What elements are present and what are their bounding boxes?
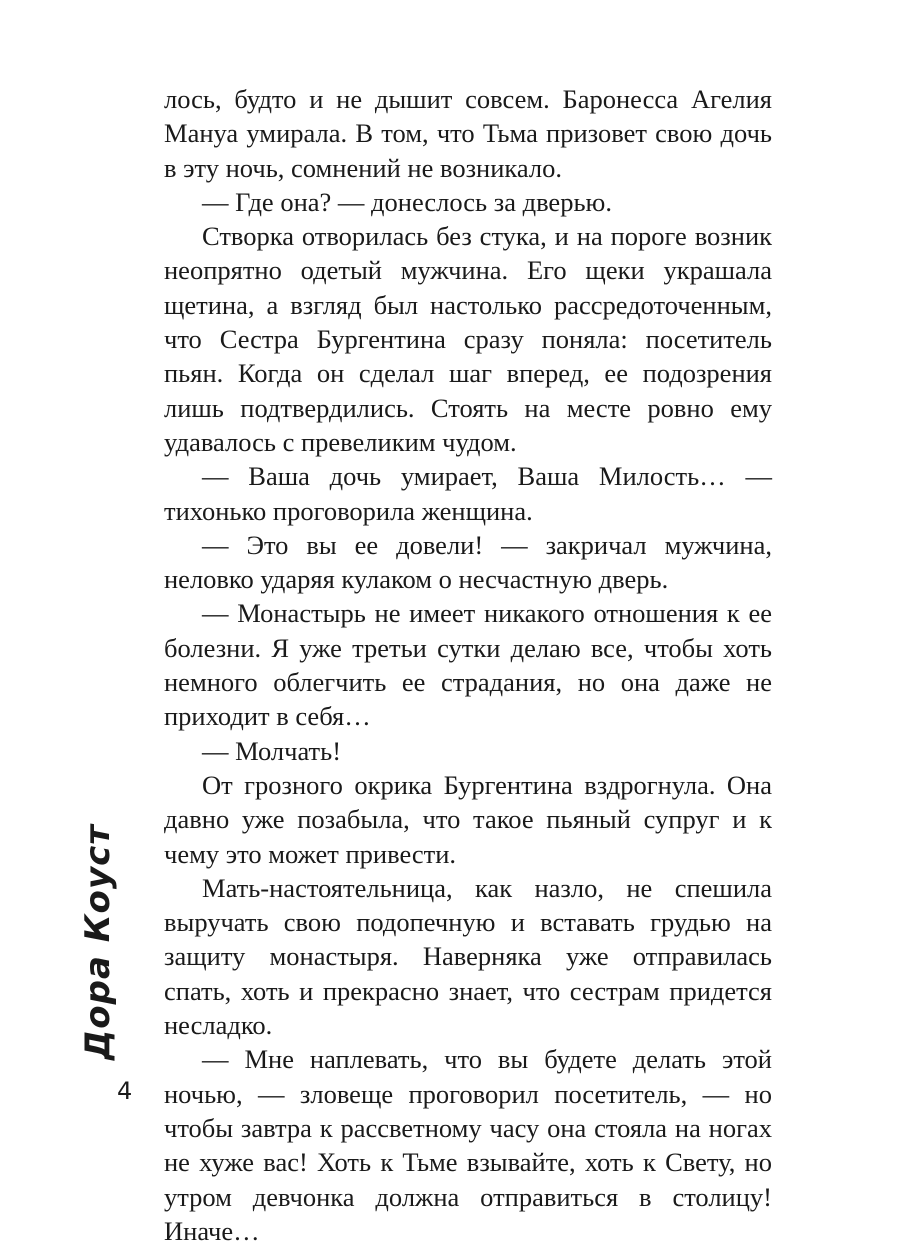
paragraph: — Мне наплевать, что вы будете делать этой ночью, — зловеще проговорил посетитель, — но чтобы завтра к рассветному часу она стояла на ногах не хуже вас! Хоть к Тьме взывайте, хоть к Свету, но утром девчонка должна отправиться в столицу! Иначе…: [164, 1044, 772, 1246]
paragraph: Створка отворилась без стука, и на пороге возник неопрятно одетый мужчина. Его щеки украшала щетина, а взгляд был настолько рассредоточенным, что Сестра Бургентина сразу поняла: посетитель пьян. Когда он сделал шаг вперед, ее подозрения лишь подтвердились. Стоять на месте ровно ему удавалось с превеликим чудом.: [164, 221, 772, 457]
paragraph: — Где она? — донеслось за дверью.: [202, 186, 612, 217]
paragraph: — Монастырь не имеет никакого отношения к ее болезни. Я уже третьи сутки делаю все, чтобы хоть немного облегчить ее страдания, но она даже не приходит в себя…: [164, 598, 772, 732]
body-text: [164, 82, 772, 1248]
paragraph: — Молчать!: [202, 735, 342, 766]
page-number: 4: [117, 1077, 133, 1105]
paragraph: От грозного окрика Бургентина вздрогнула. Она давно уже позабыла, что такое пьяный супруг и к чему это может привести.: [164, 769, 772, 869]
paragraph: — Это вы ее довели! — закричал мужчина, неловко ударяя кулаком о несчастную дверь.: [164, 529, 772, 595]
author-name: Дора Коуст: [78, 824, 118, 1060]
paragraph: Мать-настоятельница, как назло, не спешила выручать свою подопечную и вставать грудью на защиту монастыря. Наверняка уже отправилась спать, хоть и прекрасно знает, что сестрам придется несладко.: [164, 872, 772, 1041]
paragraph: лось, будто и не дышит совсем. Баронесса Агелия Мануа умирала. В том, что Тьма призовет свою дочь в эту ночь, сомнений не возникало.: [164, 84, 772, 183]
paragraph: — Ваша дочь умирает, Ваша Милость… — тихонько проговорила женщина.: [164, 461, 772, 526]
